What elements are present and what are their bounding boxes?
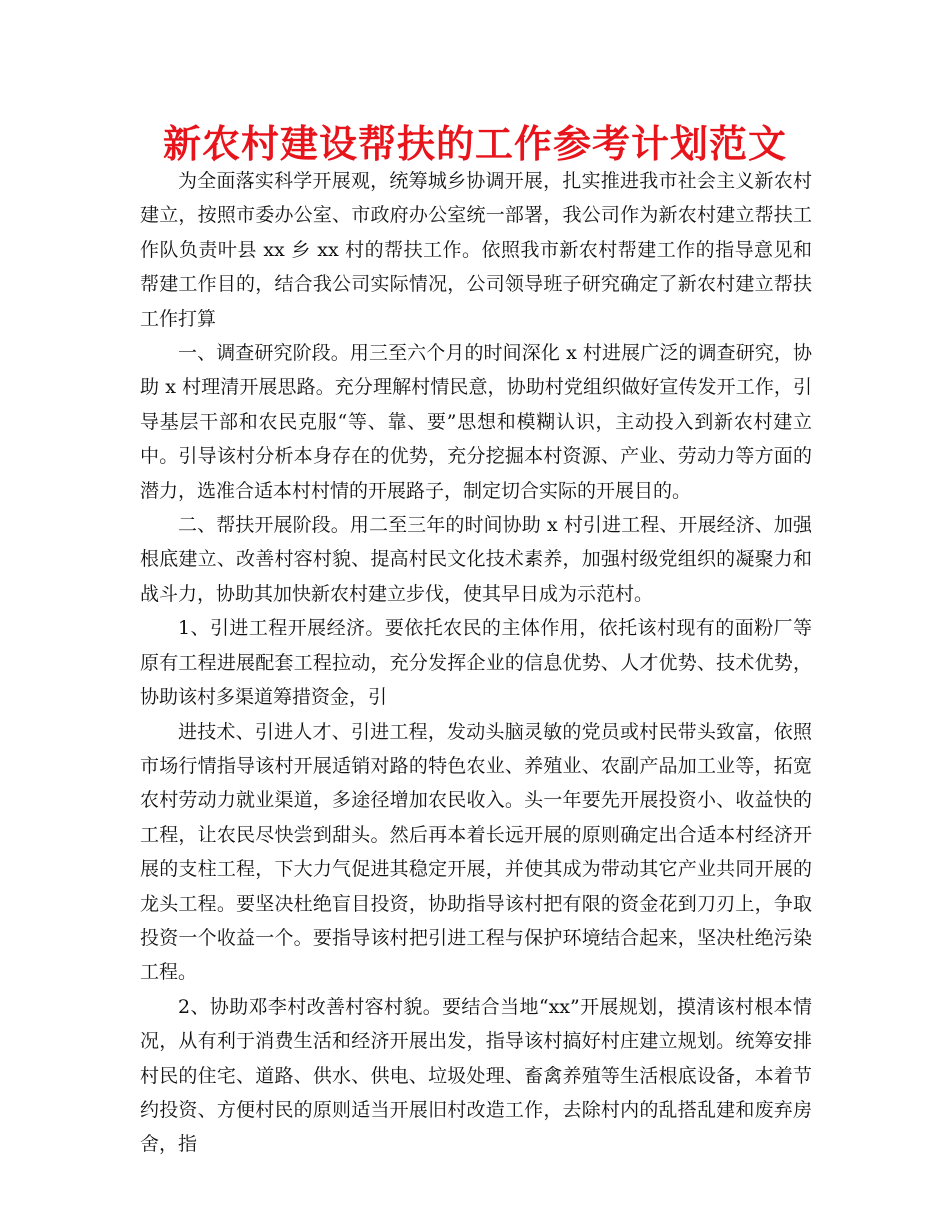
- paragraph-item-one-continued: 进技术、引进人才、引进工程，发动头脑灵敏的党员或村民带头致富，依照市场行情指导该村开展适销对路的特色农业、养殖业、农副产品加工业等，拓宽农村劳动力就业渠道，多途径增加农民收入。头一年要先开展投资小、收益快的工程，让农民尽快尝到甜头。然后再本着长远开展的原则确定出合适本村经济开展的支柱工程，下大力气促进其稳定开展，并使其成为带动其它产业共同开展的龙头工程。要坚决杜绝盲目投资，协助指导该村把有限的资金花到刀刃上，争取投资一个收益一个。要指导该村把引进工程与保护环境结合起来，坚决杜绝污染工程。: [140, 720, 812, 984]
- paragraph-item-one: 1、引进工程开展经济。要依托农民的主体作用，依托该村现有的面粉厂等原有工程进展配套工程拉动，充分发挥企业的信息优势、人才优势、技术优势，协助该村多渠道筹措资金，引: [140, 617, 812, 709]
- paragraph-intro: 为全面落实科学开展观，统筹城乡协调开展，扎实推进我市社会主义新农村建立，按照市委办公室、市政府办公室统一部署，我公司作为新农村建立帮扶工作队负责叶县 xx 乡 xx 村的帮扶工作。依照我市新农村帮建工作的指导意见和帮建工作目的，结合我公司实际情况，公司领导班子研究确定了新农村建立帮扶工作打算: [140, 170, 812, 330]
- paragraph-stage-one: 一、调查研究阶段。用三至六个月的时间深化 x 村进展广泛的调查研究，协助 x 村理清开展思路。充分理解村情民意，协助村党组织做好宣传发开工作，引导基层干部和农民克服“等、靠、要”思想和模糊认识，主动投入到新农村建立中。引导该村分析本身存在的优势，充分挖掘本村资源、产业、劳动力等方面的潜力，选准合适本村村情的开展路子，制定切合实际的开展目的。: [140, 342, 812, 502]
- paragraph-item-two: 2、协助邓李村改善村容村貌。要结合当地“xx”开展规划，摸清该村根本情况，从有利于消费生活和经济开展出发，指导该村搞好村庄建立规划。统筹安排村民的住宅、道路、供水、供电、垃圾处理、畜禽养殖等生活根底设备，本着节约投资、方便村民的原则适当开展旧村改造工作，去除村内的乱搭乱建和废弃房舍，指: [140, 995, 812, 1156]
- paragraph-stage-two: 二、帮扶开展阶段。用二至三年的时间协助 x 村引进工程、开展经济、加强根底建立、改善村容村貌、提高村民文化技术素养，加强村级党组织的凝聚力和战斗力，协助其加快新农村建立步伐，使其早日成为示范村。: [140, 514, 812, 605]
- document-body: [140, 164, 812, 1162]
- document-title: 新农村建设帮扶的工作参考计划范文: [162, 122, 787, 166]
